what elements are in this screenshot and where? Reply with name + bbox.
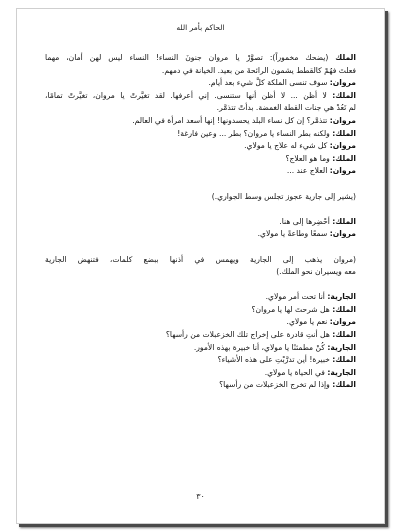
speaker-name: مروان: bbox=[329, 78, 356, 88]
speaker-name: الملك bbox=[335, 53, 356, 62]
speaker-name: مروان: bbox=[329, 166, 356, 176]
running-header: الحاكم بأمر الله bbox=[176, 23, 225, 32]
line-text: كل شيء له علاج يا مولاي. bbox=[244, 141, 330, 151]
line-text: خبيرة! أين تدرَّبْتِ على هذه الأشياء؟ bbox=[217, 355, 333, 365]
page-number: ٣٠ bbox=[196, 492, 205, 501]
line-text: هل أنتِ قادرة على إخراج تلك الخزعبلات من رأسها؟ bbox=[165, 330, 333, 340]
speaker-name: الملك: bbox=[332, 90, 356, 100]
body-text bbox=[45, 52, 356, 392]
speaker-name: الملك: bbox=[332, 304, 356, 314]
paragraph-gap bbox=[45, 178, 356, 191]
speaker-name: الجارية: bbox=[327, 342, 356, 352]
speaker-name: الجارية: bbox=[327, 367, 356, 377]
paragraph-gap bbox=[45, 279, 356, 292]
line-text: (مروان يذهب إلى الجارية ويهمس في أذنها ببضع كلمات، فتنهض الجارية bbox=[45, 254, 356, 264]
line-text: تتذمَّر؟ إن كل نساء البلد يحسدونها! إنها أسعد امرأة في العالم. bbox=[132, 115, 330, 125]
line-text: أنا تحت أمر مولاي. bbox=[265, 292, 328, 302]
speaker-name: الملك: bbox=[332, 216, 356, 226]
book-page bbox=[16, 8, 385, 524]
text-line bbox=[45, 216, 356, 229]
line-text: نعم يا مولاي. bbox=[286, 317, 330, 327]
text-line bbox=[45, 77, 356, 90]
text-line bbox=[45, 329, 356, 342]
speaker-name: الملك: bbox=[332, 330, 356, 340]
text-line bbox=[45, 191, 356, 204]
text-line bbox=[45, 266, 356, 279]
text-line bbox=[45, 304, 356, 317]
text-line bbox=[45, 165, 356, 178]
speaker-name: الملك: bbox=[332, 128, 356, 138]
text-line bbox=[45, 102, 356, 115]
text-line bbox=[45, 128, 356, 141]
text-line bbox=[45, 153, 356, 166]
text-line bbox=[45, 140, 356, 153]
text-line bbox=[45, 65, 356, 78]
text-line bbox=[45, 354, 356, 367]
line-text: في الحياة يا مولاي. bbox=[264, 367, 328, 377]
line-text: (يضحك مخموراً): تصوَّرْ يا مروان جنونَ النساء! النساء ليس لهن أمان، مهما bbox=[45, 53, 336, 62]
line-text: أحْضِرها إلى هنا. bbox=[279, 216, 333, 226]
text-line bbox=[45, 52, 356, 65]
speaker-name: مروان: bbox=[329, 115, 356, 125]
speaker-name: الملك: bbox=[332, 153, 356, 163]
line-text: العلاج عند ... bbox=[286, 166, 330, 176]
line-text: لا أظن ... لا أظن أنها ستنسى. إني أعرفها. لقد تغيَّرتْ يا مروان، تغيَّرتْ تمامًا، bbox=[45, 90, 333, 100]
line-text: سمعًا وطاعةً يا مولاي. bbox=[257, 229, 330, 239]
text-line bbox=[45, 90, 356, 103]
text-line bbox=[45, 228, 356, 241]
paragraph-gap bbox=[45, 203, 356, 216]
line-text: ولكنه بطر النساء يا مروان؟ بطر ... وعين فارغة! bbox=[177, 128, 333, 138]
line-text: هل شرحتَ لها يا مروان؟ bbox=[251, 304, 333, 314]
text-line bbox=[45, 115, 356, 128]
line-text: وإذا لم تخرج الخزعبلات من رأسها؟ bbox=[219, 380, 333, 390]
line-text: سوف تنسى الملكة كلَّ شيء بعد أيام. bbox=[208, 78, 330, 88]
line-text: معه ويسيران نحو الملك.) bbox=[276, 267, 356, 277]
line-text: فعلتَ فهُمْ كالقطط يشمون الرائحةَ من بعيد. الخيانة في دمهم. bbox=[161, 65, 356, 75]
speaker-name: مروان: bbox=[329, 317, 356, 327]
speaker-name: مروان: bbox=[329, 229, 356, 239]
text-line bbox=[45, 367, 356, 380]
text-line bbox=[45, 342, 356, 355]
line-text: وما هو العلاج؟ bbox=[285, 153, 333, 163]
text-line bbox=[45, 254, 356, 267]
text-line bbox=[45, 379, 356, 392]
speaker-name: الملك: bbox=[332, 380, 356, 390]
text-line bbox=[45, 291, 356, 304]
speaker-name: الملك: bbox=[332, 355, 356, 365]
speaker-name: مروان: bbox=[329, 141, 356, 151]
line-text: كُنْ مطمئنًا يا مولاي، أنا خبيرة بهذه الأمور. bbox=[193, 342, 328, 352]
paragraph-gap bbox=[45, 241, 356, 254]
line-text: (يشير إلى جارية عجوز تجلس وسط الجواري.) bbox=[211, 191, 356, 201]
speaker-name: الجارية: bbox=[327, 292, 356, 302]
line-text: لم تَعُدْ هي جنات القطة الغمضة. بدأتْ تتذمَّر. bbox=[216, 103, 356, 113]
text-line bbox=[45, 316, 356, 329]
